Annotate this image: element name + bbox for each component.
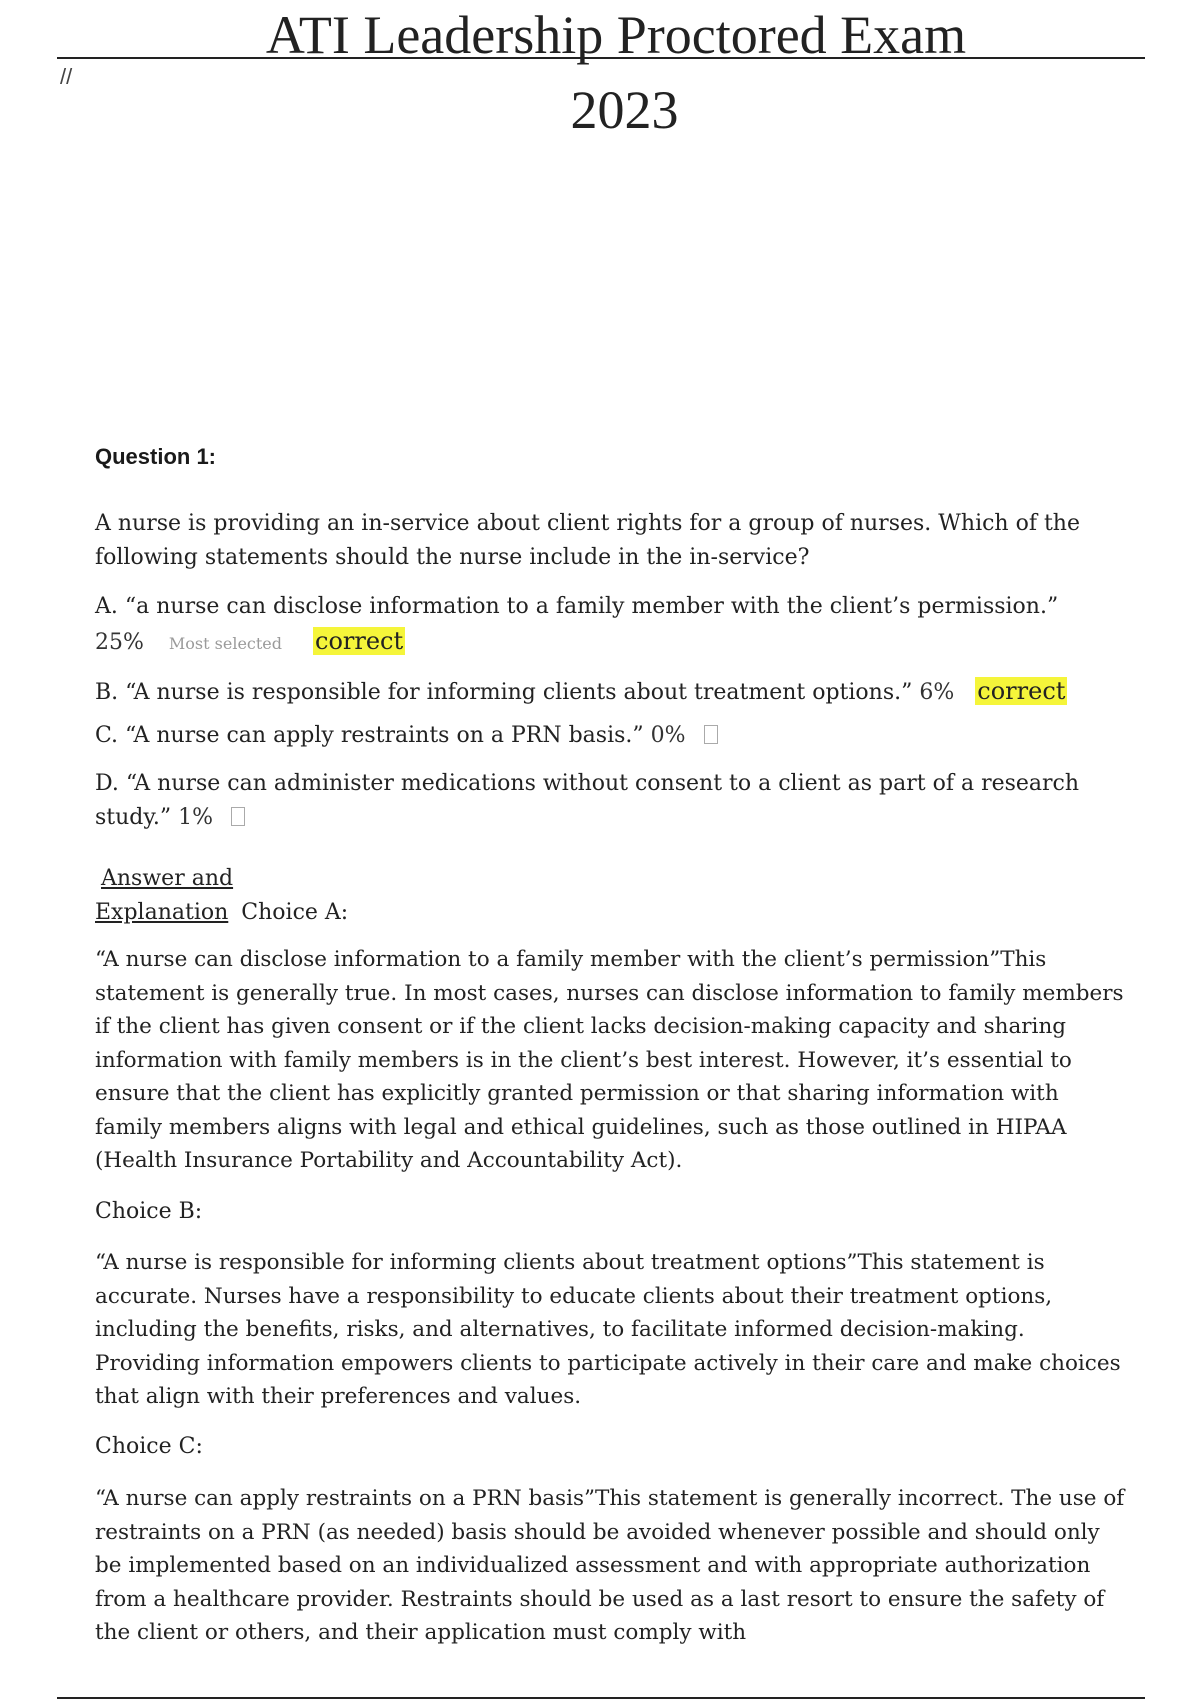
title-line-2: 2023: [570, 80, 679, 140]
option-d: [95, 767, 1125, 835]
option-a-text: A. “a nurse can disclose information to a family member with the client’s permission.”: [95, 594, 1059, 619]
option-b-text: B. “A nurse is responsible for informing clients about treatment options.”: [95, 680, 913, 705]
page-marker: //: [60, 64, 73, 89]
option-a: [95, 590, 1125, 661]
choice-b-explanation: “A nurse is responsible for informing clients about treatment options”This statement is accurate. Nurses have a responsibility to educate clients about their treatment options, including the benefits, risks, and alternatives, to facilitate informed decision-making. Providing information empowers clients to participate actively in their care and make choices that align with their preferences and values.: [95, 1250, 1121, 1409]
choice-a-heading: Choice A:: [241, 900, 349, 925]
choice-a-explanation: “A nurse can disclose information to a family member with the client’s permission”This statement is generally true. In most cases, nurses can disclose information to family members if the client has given consent or if the client lacks decision-making capacity and sharing information with family members is in the client’s best interest. However, it’s essential to ensure that the client has explicitly granted permission or that sharing information with family members aligns with legal and ethical guidelines, such as those outlined in HIPAA (Health Insurance Portability and Accountability Act).: [95, 947, 1124, 1173]
document-title: [57, 0, 1145, 65]
answer-label-line2: Explanation: [95, 900, 229, 925]
answer-explanation-label: [95, 862, 348, 930]
correct-highlight: correct: [315, 627, 404, 655]
empty-box-icon: [704, 725, 718, 744]
option-d-percent: 1%: [178, 805, 214, 830]
question-heading: Question 1:: [95, 444, 217, 469]
most-selected-label: Most selected: [168, 634, 283, 653]
page-bottom-rule: [57, 1697, 1145, 1699]
title-line-1: ATI Leadership Proctored Exam: [265, 5, 967, 65]
title-underline: [57, 57, 1145, 59]
choice-c-explanation: “A nurse can apply restraints on a PRN basis”This statement is generally incorrect. The use of restraints on a PRN (as needed) basis should be avoided whenever possible and should only be implemented based on an individualized assessment and with appropriate authorization from a healthcare provider. Restraints should be used as a last resort to ensure the safety of the client or others, and their application must comply with: [95, 1486, 1125, 1645]
empty-box-icon: [231, 807, 245, 826]
option-d-text: D. “A nurse can administer medications without consent to a client as part of a research study.”: [95, 771, 1080, 830]
option-b-percent: 6%: [919, 680, 955, 705]
option-a-percent: 25%: [95, 630, 144, 655]
choice-b-heading: Choice B:: [95, 1199, 203, 1224]
option-c-percent: 0%: [650, 723, 686, 748]
option-c-text: C. “A nurse can apply restraints on a PRN basis.”: [95, 723, 644, 748]
correct-highlight: correct: [977, 677, 1066, 705]
option-b: [95, 674, 1125, 710]
option-c: [95, 719, 1125, 753]
answer-label-line1: Answer and: [101, 866, 234, 891]
question-text: A nurse is providing an in-service about client rights for a group of nurses. Which of the following statements should the nurse include in the in-service?: [95, 511, 1080, 570]
choice-c-heading: Choice C:: [95, 1434, 203, 1459]
